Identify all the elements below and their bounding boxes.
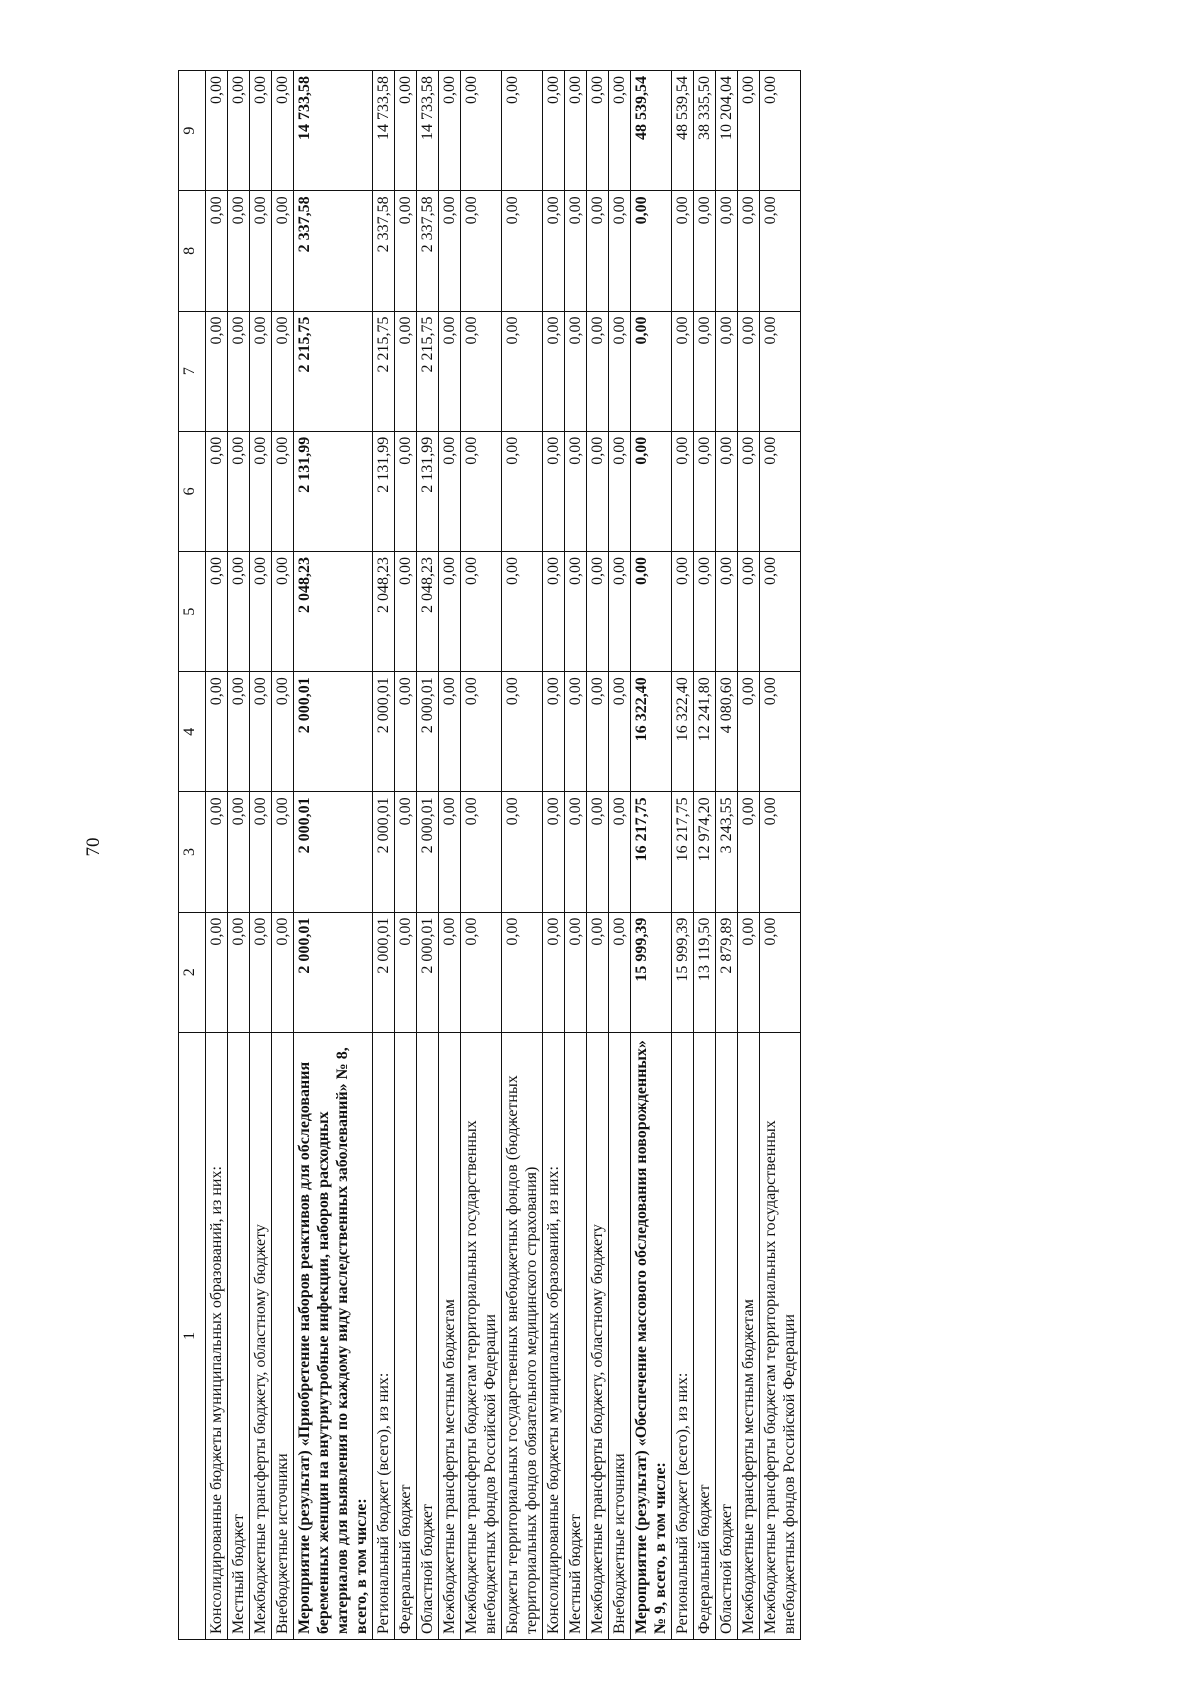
row-label: Межбюджетные трансферты бюджетам территориальных государственных внебюджетных фондов Российской Федерации: [760, 1032, 801, 1639]
value-cell: 0,00: [631, 551, 672, 671]
value-cell: 2 048,23: [373, 551, 395, 671]
value-cell: 2 000,01: [294, 912, 373, 1032]
row-label: Консолидированные бюджеты муниципальных образований, из них:: [206, 1032, 228, 1639]
table-row: [565, 71, 587, 1640]
row-label: Региональный бюджет (всего), из них:: [373, 1032, 395, 1639]
value-cell: 0,00: [502, 191, 543, 311]
value-cell: 0,00: [738, 311, 760, 431]
value-cell: 0,00: [395, 912, 417, 1032]
row-label: Межбюджетные трансферты бюджету, областному бюджету: [587, 1032, 609, 1639]
value-cell: 2 000,01: [417, 672, 439, 792]
value-cell: 16 217,75: [631, 792, 672, 912]
value-cell: 16 217,75: [672, 792, 694, 912]
value-cell: 0,00: [760, 191, 801, 311]
value-cell: 0,00: [716, 311, 738, 431]
value-cell: 0,00: [716, 191, 738, 311]
value-cell: 0,00: [272, 551, 294, 671]
table-row: [502, 71, 543, 1640]
value-cell: 0,00: [272, 792, 294, 912]
row-label: Консолидированные бюджеты муниципальных образований, из них:: [543, 1032, 565, 1639]
value-cell: 0,00: [738, 551, 760, 671]
table-row: [543, 71, 565, 1640]
value-cell: 0,00: [502, 71, 543, 191]
value-cell: 0,00: [609, 71, 631, 191]
value-cell: 0,00: [502, 311, 543, 431]
value-cell: 2 131,99: [373, 431, 395, 551]
value-cell: 0,00: [543, 672, 565, 792]
budget-table: [178, 70, 801, 1640]
row-label: Бюджеты территориальных государственных внебюджетных фондов (бюджетных территориальных фондов обязательного медицинского страхования): [502, 1032, 543, 1639]
value-cell: 3 243,55: [716, 792, 738, 912]
value-cell: 14 733,58: [417, 71, 439, 191]
table-row: [439, 71, 461, 1640]
value-cell: 48 539,54: [631, 71, 672, 191]
value-cell: 0,00: [272, 191, 294, 311]
value-cell: 0,00: [439, 71, 461, 191]
value-cell: 0,00: [206, 912, 228, 1032]
value-cell: 2 215,75: [417, 311, 439, 431]
value-cell: 0,00: [631, 191, 672, 311]
table-row: [461, 71, 502, 1640]
row-label: Межбюджетные трансферты бюджету, областному бюджету: [250, 1032, 272, 1639]
value-cell: 0,00: [565, 792, 587, 912]
value-cell: 0,00: [543, 431, 565, 551]
value-cell: 0,00: [587, 191, 609, 311]
value-cell: 14 733,58: [294, 71, 373, 191]
table-row: [272, 71, 294, 1640]
value-cell: 0,00: [760, 71, 801, 191]
value-cell: 0,00: [716, 431, 738, 551]
value-cell: 0,00: [565, 431, 587, 551]
page-number: 70: [83, 837, 104, 857]
value-cell: 0,00: [672, 311, 694, 431]
value-cell: 0,00: [206, 792, 228, 912]
value-cell: 0,00: [395, 792, 417, 912]
value-cell: 0,00: [461, 431, 502, 551]
value-cell: 0,00: [272, 431, 294, 551]
value-cell: 12 974,20: [694, 792, 716, 912]
row-label: Мероприятие (результат) «Обеспечение массового обследования новорожденных» № 9, всего, в том числе:: [631, 1032, 672, 1639]
value-cell: 12 241,80: [694, 672, 716, 792]
value-cell: 0,00: [609, 431, 631, 551]
value-cell: 2 000,01: [294, 792, 373, 912]
value-cell: 2 215,75: [373, 311, 395, 431]
table-row: [738, 71, 760, 1640]
value-cell: 0,00: [395, 551, 417, 671]
value-cell: 0,00: [439, 792, 461, 912]
value-cell: 2 048,23: [294, 551, 373, 671]
value-cell: 0,00: [206, 551, 228, 671]
table-row: [228, 71, 250, 1640]
value-cell: 4 080,60: [716, 672, 738, 792]
table-row: [609, 71, 631, 1640]
value-cell: 0,00: [609, 311, 631, 431]
value-cell: 0,00: [461, 672, 502, 792]
row-label: Областной бюджет: [417, 1032, 439, 1639]
value-cell: 15 999,39: [631, 912, 672, 1032]
table-row: [250, 71, 272, 1640]
value-cell: 0,00: [206, 672, 228, 792]
row-label: Региональный бюджет (всего), из них:: [672, 1032, 694, 1639]
value-cell: 0,00: [272, 311, 294, 431]
value-cell: 0,00: [543, 551, 565, 671]
value-cell: 0,00: [543, 71, 565, 191]
table-row: [760, 71, 801, 1640]
value-cell: 0,00: [587, 672, 609, 792]
value-cell: 2 048,23: [417, 551, 439, 671]
value-cell: 0,00: [609, 672, 631, 792]
value-cell: 0,00: [272, 672, 294, 792]
value-cell: 0,00: [587, 551, 609, 671]
value-cell: 0,00: [694, 311, 716, 431]
row-label: Межбюджетные трансферты местным бюджетам: [738, 1032, 760, 1639]
value-cell: 0,00: [250, 912, 272, 1032]
value-cell: 0,00: [565, 551, 587, 671]
row-label: Областной бюджет: [716, 1032, 738, 1639]
row-label: Межбюджетные трансферты бюджетам территориальных государственных внебюджетных фондов Российской Федерации: [461, 1032, 502, 1639]
row-label: Федеральный бюджет: [395, 1032, 417, 1639]
value-cell: 0,00: [631, 311, 672, 431]
value-cell: 0,00: [565, 912, 587, 1032]
value-cell: 0,00: [738, 191, 760, 311]
value-cell: 2 879,89: [716, 912, 738, 1032]
value-cell: 0,00: [565, 311, 587, 431]
column-header: 7: [179, 311, 206, 431]
value-cell: 14 733,58: [373, 71, 395, 191]
value-cell: 0,00: [760, 912, 801, 1032]
value-cell: 0,00: [738, 792, 760, 912]
column-header: 6: [179, 431, 206, 551]
value-cell: 0,00: [738, 431, 760, 551]
value-cell: 0,00: [206, 311, 228, 431]
table-body: [206, 71, 801, 1640]
value-cell: 0,00: [206, 71, 228, 191]
value-cell: 0,00: [543, 912, 565, 1032]
value-cell: 0,00: [250, 672, 272, 792]
column-header: 5: [179, 551, 206, 671]
value-cell: 0,00: [228, 792, 250, 912]
row-label: Местный бюджет: [228, 1032, 250, 1639]
value-cell: 13 119,50: [694, 912, 716, 1032]
column-header: 9: [179, 71, 206, 191]
value-cell: 0,00: [502, 431, 543, 551]
value-cell: 0,00: [543, 191, 565, 311]
value-cell: 0,00: [439, 431, 461, 551]
value-cell: 0,00: [395, 191, 417, 311]
row-label: Мероприятие (результат) «Приобретение наборов реактивов для обследования беременных женщин на внутриутробные инфекции, наборов расходных материалов для выявления по каждому виду наследственных заболеваний» № 8, всего, в том числе:: [294, 1032, 373, 1639]
value-cell: 0,00: [461, 311, 502, 431]
value-cell: 0,00: [439, 551, 461, 671]
value-cell: 0,00: [609, 551, 631, 671]
value-cell: 0,00: [738, 912, 760, 1032]
value-cell: 0,00: [587, 71, 609, 191]
value-cell: 0,00: [502, 792, 543, 912]
value-cell: 0,00: [272, 71, 294, 191]
value-cell: 38 335,50: [694, 71, 716, 191]
value-cell: 0,00: [631, 431, 672, 551]
value-cell: 0,00: [502, 912, 543, 1032]
value-cell: 0,00: [228, 311, 250, 431]
value-cell: 0,00: [228, 672, 250, 792]
value-cell: 0,00: [228, 431, 250, 551]
table-row: [631, 71, 672, 1640]
table-row: [417, 71, 439, 1640]
value-cell: 10 204,04: [716, 71, 738, 191]
value-cell: 0,00: [461, 912, 502, 1032]
value-cell: 0,00: [250, 792, 272, 912]
value-cell: 0,00: [395, 672, 417, 792]
value-cell: 0,00: [672, 551, 694, 671]
value-cell: 0,00: [395, 71, 417, 191]
value-cell: 0,00: [694, 191, 716, 311]
table-row: [672, 71, 694, 1640]
value-cell: 0,00: [587, 792, 609, 912]
value-cell: 0,00: [439, 311, 461, 431]
column-header: 2: [179, 912, 206, 1032]
value-cell: 0,00: [206, 191, 228, 311]
value-cell: 0,00: [760, 311, 801, 431]
value-cell: 2 131,99: [294, 431, 373, 551]
value-cell: 0,00: [565, 672, 587, 792]
value-cell: 0,00: [228, 191, 250, 311]
value-cell: 0,00: [250, 191, 272, 311]
value-cell: 2 000,01: [373, 912, 395, 1032]
row-label: Внебюджетные источники: [609, 1032, 631, 1639]
value-cell: 16 322,40: [672, 672, 694, 792]
value-cell: 0,00: [609, 912, 631, 1032]
value-cell: 0,00: [760, 792, 801, 912]
value-cell: 0,00: [565, 71, 587, 191]
column-header: 8: [179, 191, 206, 311]
table-row: [373, 71, 395, 1640]
value-cell: 0,00: [760, 431, 801, 551]
value-cell: 0,00: [228, 912, 250, 1032]
value-cell: 2 337,58: [417, 191, 439, 311]
row-label: Внебюджетные источники: [272, 1032, 294, 1639]
table-row: [716, 71, 738, 1640]
value-cell: 0,00: [395, 311, 417, 431]
value-cell: 2 000,01: [294, 672, 373, 792]
value-cell: 0,00: [250, 71, 272, 191]
value-cell: 2 131,99: [417, 431, 439, 551]
table-row: [694, 71, 716, 1640]
value-cell: 2 337,58: [294, 191, 373, 311]
value-cell: 0,00: [461, 792, 502, 912]
table-row: [294, 71, 373, 1640]
value-cell: 0,00: [587, 431, 609, 551]
value-cell: 0,00: [609, 792, 631, 912]
rotated-table-container: [178, 70, 1023, 1640]
value-cell: 0,00: [502, 551, 543, 671]
value-cell: 0,00: [738, 672, 760, 792]
value-cell: 0,00: [760, 672, 801, 792]
value-cell: 0,00: [587, 912, 609, 1032]
value-cell: 0,00: [716, 551, 738, 671]
table-row: [206, 71, 228, 1640]
value-cell: 0,00: [439, 912, 461, 1032]
value-cell: 0,00: [461, 191, 502, 311]
value-cell: 0,00: [502, 672, 543, 792]
value-cell: 0,00: [228, 551, 250, 671]
row-label: Местный бюджет: [565, 1032, 587, 1639]
table-row: [395, 71, 417, 1640]
value-cell: 15 999,39: [672, 912, 694, 1032]
table-row: [587, 71, 609, 1640]
value-cell: 0,00: [272, 912, 294, 1032]
value-cell: 2 215,75: [294, 311, 373, 431]
column-header: 4: [179, 672, 206, 792]
value-cell: 16 322,40: [631, 672, 672, 792]
value-cell: 0,00: [461, 551, 502, 671]
value-cell: 0,00: [543, 792, 565, 912]
value-cell: 0,00: [672, 431, 694, 551]
value-cell: 2 000,01: [373, 672, 395, 792]
value-cell: 48 539,54: [672, 71, 694, 191]
value-cell: 0,00: [206, 431, 228, 551]
value-cell: 0,00: [672, 191, 694, 311]
value-cell: 2 000,01: [373, 792, 395, 912]
value-cell: 0,00: [587, 311, 609, 431]
row-label: Федеральный бюджет: [694, 1032, 716, 1639]
value-cell: 0,00: [250, 551, 272, 671]
value-cell: 0,00: [395, 431, 417, 551]
value-cell: 2 000,01: [417, 792, 439, 912]
value-cell: 0,00: [738, 71, 760, 191]
value-cell: 0,00: [694, 431, 716, 551]
value-cell: 2 337,58: [373, 191, 395, 311]
table-header-row: [179, 71, 206, 1640]
value-cell: 0,00: [565, 191, 587, 311]
value-cell: 0,00: [439, 672, 461, 792]
row-label: Межбюджетные трансферты местным бюджетам: [439, 1032, 461, 1639]
column-header: 1: [179, 1032, 206, 1639]
value-cell: 0,00: [439, 191, 461, 311]
value-cell: 0,00: [228, 71, 250, 191]
value-cell: 2 000,01: [417, 912, 439, 1032]
value-cell: 0,00: [760, 551, 801, 671]
column-header: 3: [179, 792, 206, 912]
value-cell: 0,00: [250, 431, 272, 551]
value-cell: 0,00: [543, 311, 565, 431]
value-cell: 0,00: [250, 311, 272, 431]
value-cell: 0,00: [694, 551, 716, 671]
value-cell: 0,00: [609, 191, 631, 311]
value-cell: 0,00: [461, 71, 502, 191]
